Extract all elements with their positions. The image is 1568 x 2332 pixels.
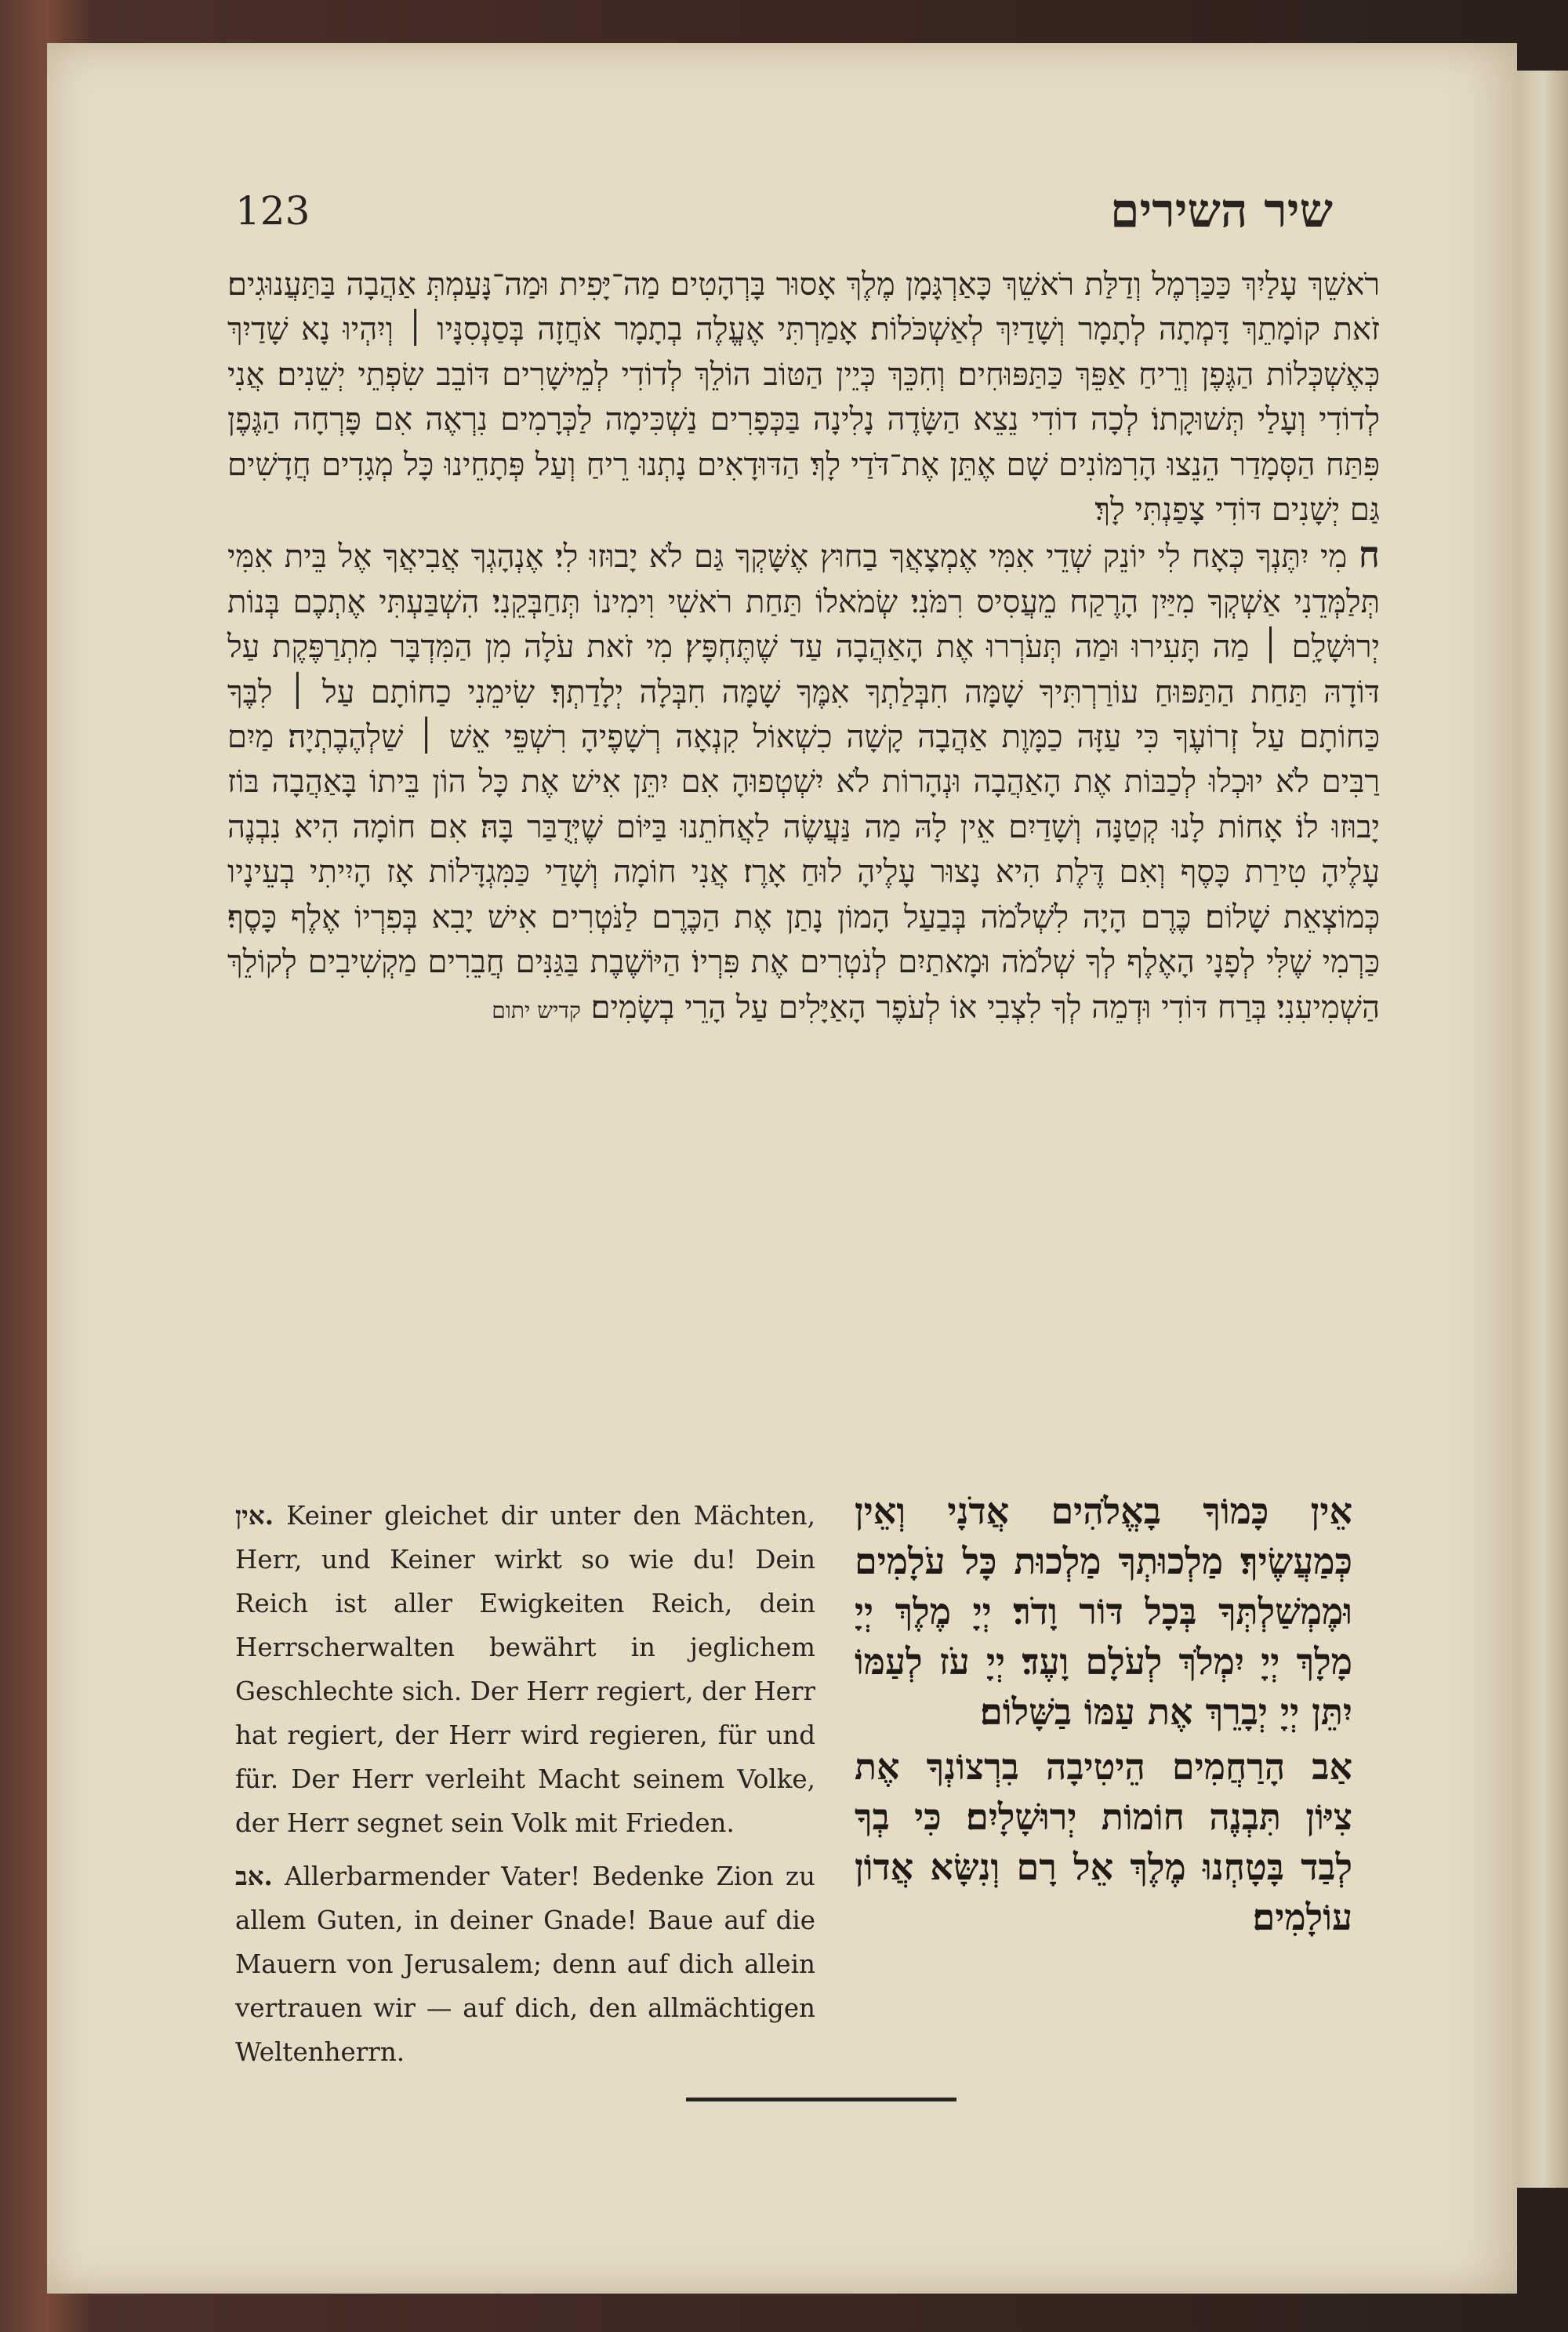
paragraph-1: רֹאשֵׁךְ עָלַיִךְ כַּכַּרְמֶל וְדַלַּת רֹאשֵׁךְ כָּאַרְגָּמָן מֶלֶךְ אָסוּר בָּרְהָטִים׃ מַה־יָּפִית וּמַה־נָּעַמְתְּ אַהֲבָה בַּתַּעֲנוּגִים׃ זֹאת קוֹמָתֵךְ דָּמְתָה לְתָמָר וְשָׁדַיִךְ לְאַשְׁכֹּלוֹת׃ אָמַרְתִּי אֶעֱלֶה בְתָמָר אֹחֲזָה בְּסַנְסִנָּיו ׀ וְיִהְיוּ נָא שָׁדַיִךְ כְּאֶשְׁכְּלוֹת הַגֶּפֶן וְרֵיחַ אַפֵּךְ כַּתַּפּוּחִים׃ וְחִכֵּךְ כְּיֵין הַטּוֹב הוֹלֵךְ לְדוֹדִי לְמֵישָׁרִים דּוֹבֵב שִׂפְתֵי יְשֵׁנִים׃ אֲנִי לְדוֹדִי וְעָלַי תְּשׁוּקָתוֹ׃ לְכָה דוֹדִי נֵצֵא הַשָּׂדֶה נָלִינָה בַּכְּפָרִים נַשְׁכִּימָה לַכְּרָמִים נִרְאֶה אִם פָּרְחָה הַגֶּפֶן פִּתַּח הַסְּמָדַר הֵנֵצוּ הָרִמּוֹנִים שָׁם אֶתֵּן אֶת־דֹּדַי לָךְ׃ הַדּוּדָאִים נָתְנוּ רֵיחַ וְעַל פְּתָחֵינוּ כָּל מְגָדִים חֲדָשִׁים גַּם יְשָׁנִים דּוֹדִי צָפַנְתִּי לָךְ׃: [227, 267, 1380, 529]
closing-note: קדיש יתום: [492, 997, 581, 1023]
page-header: [196, 183, 1333, 251]
running-title: שיר השירים: [1110, 183, 1333, 238]
german-paragraph-1: [235, 1494, 815, 1845]
hebrew-prayer-paragraph-1: אֵין כָּמוֹךָ בָאֱלֹהִים אֲדֹנָי וְאֵין כְּמַעֲשֶׂיךָ׃ מַלְכוּתְךָ מַלְכוּת כָּל עֹלָמִים וּמֶמְשַׁלְתְּךָ בְּכָל דּוֹר וָדֹר׃ יְיָ מֶלֶךְ יְיָ מָלָךְ יְיָ יִמְלֹךְ לְעֹלָם וָעֶד׃ יְיָ עֹז לְעַמּוֹ יִתֵּן יְיָ יְבָרֵךְ אֶת עַמּוֹ בַשָּׁלוֹם׃: [855, 1490, 1352, 1733]
german-paragraph-2: [235, 1854, 815, 2074]
hebrew-prayer-paragraph-2: אַב הָרַחֲמִים הֵיטִיבָה בִרְצוֹנְךָ אֶת צִיּוֹן תִּבְנֶה חוֹמוֹת יְרוּשָׁלָיִם׃ כִּי בְךָ לְבַד בָּטָחְנוּ מֶלֶךְ אֵל רָם וְנִשָּׂא אֲדוֹן עוֹלָמִים׃: [855, 1745, 1352, 1938]
german-translation-column: [235, 1494, 815, 2083]
german-text-2: Allerbarmender Vater! Bedenke Zion zu allem Guten, in deiner Gnade! Baue auf die Mauern von Jerusalem; denn auf dich allein vertrauen wir — auf dich, den allmächtigen Weltenherrn.: [235, 1862, 815, 2067]
paragraph-2-container: [227, 532, 1380, 1032]
german-lead-1: אין.: [235, 1500, 274, 1531]
page-number: 123: [235, 188, 310, 234]
paragraph-2: מִי יִתֶּנְךָ כְּאָח לִי יוֹנֵק שְׁדֵי אִמִּי אֶמְצָאֲךָ בַחוּץ אֶשָּׁקְךָ גַּם לֹא יָבוּזוּ לִי׃ אֶנְהָגְךָ אֲבִיאֲךָ אֶל בֵּית אִמִּי תְּלַמְּדֵנִי אַשְׁקְךָ מִיַּיִן הָרֶקַח מֵעֲסִיס רִמֹּנִי׃ שְׂמֹאלוֹ תַּחַת רֹאשִׁי וִימִינוֹ תְּחַבְּקֵנִי׃ הִשְׁבַּעְתִּי אֶתְכֶם בְּנוֹת יְרוּשָׁלִָם ׀ מַה תָּעִירוּ וּמַה תְּעֹרְרוּ אֶת הָאַהֲבָה עַד שֶׁתֶּחְפָּץ׃ מִי זֹאת עֹלָה מִן הַמִּדְבָּר מִתְרַפֶּקֶת עַל דּוֹדָהּ תַּחַת הַתַּפּוּחַ עוֹרַרְתִּיךָ שָׁמָּה חִבְּלַתְךָ אִמֶּךָ שָׁמָּה חִבְּלָה יְלָדַתְךָ׃ שִׂימֵנִי כַחוֹתָם עַל ׀ לִבֶּךָ כַּחוֹתָם עַל זְרוֹעֶךָ כִּי עַזָּה כַמָּוֶת אַהֲבָה קָשָׁה כִשְׁאוֹל קִנְאָה רְשָׁפֶיהָ רִשְׁפֵּי אֵשׁ ׀ שַׁלְהֶבֶתְיָה׃ מַיִם רַבִּים לֹא יוּכְלוּ לְכַבּוֹת אֶת הָאַהֲבָה וּנְהָרוֹת לֹא יִשְׁטְפוּהָ אִם יִתֵּן אִישׁ אֶת כָּל הוֹן בֵּיתוֹ בָּאַהֲבָה בּוֹז יָבוּזוּ לוֹ׃ אָחוֹת לָנוּ קְטַנָּה וְשָׁדַיִם אֵין לָהּ מַה נַּעֲשֶׂה לַאֲחֹתֵנוּ בַּיּוֹם שֶׁיְּדֻבַּר בָּהּ׃ אִם חוֹמָה הִיא נִבְנֶה עָלֶיהָ טִירַת כָּסֶף וְאִם דֶּלֶת הִיא נָצוּר עָלֶיהָ לוּחַ אָרֶז׃ אֲנִי חוֹמָה וְשָׁדַי כַּמִּגְדָּלוֹת אָז הָיִיתִי בְעֵינָיו כְּמוֹצְאֵת שָׁלוֹם׃ כֶּרֶם הָיָה לִשְׁלֹמֹה בְּבַעַל הָמוֹן נָתַן אֶת הַכֶּרֶם לַנֹּטְרִים אִישׁ יָבִא בְּפִרְיוֹ אֶלֶף כָּסֶף׃ כַּרְמִי שֶׁלִּי לְפָנָי הָאֶלֶף לְךָ שְׁלֹמֹה וּמָאתַיִם לְנֹטְרִים אֶת פִּרְיוֹ׃ הַיּוֹשֶׁבֶת בַּגַּנִּים חֲבֵרִים מַקְשִׁיבִים לְקוֹלֵךְ הַשְׁמִיעִנִי׃ בְּרַח דּוֹדִי וּדְמֵה לְךָ לִצְבִי אוֹ לְעֹפֶר הָאַיָּלִים עַל הָרֵי בְשָׂמִים׃: [227, 539, 1381, 1026]
song-of-songs-text: [227, 263, 1380, 1033]
chapter-letter: ח: [1358, 533, 1380, 576]
german-lead-2: אב.: [235, 1861, 273, 1891]
german-text-1: Keiner gleichet dir unter den Mächten, Herr, und Keiner wirkt so wie du! Dein Reich ist aller Ewigkeiten Reich, dein Herrscherwalten bewährt in jeglichem Geschlechte sich. Der Herr regiert, der Herr hat regiert, der Herr wird regieren, für und für. Der Herr verleiht Macht seinem Volke, der Herr segnet sein Volk mit Frieden.: [235, 1501, 815, 1838]
hebrew-prayer-column: [855, 1486, 1352, 1947]
next-page-edge: [1517, 71, 1568, 2188]
end-rule-divider: [686, 2098, 956, 2101]
